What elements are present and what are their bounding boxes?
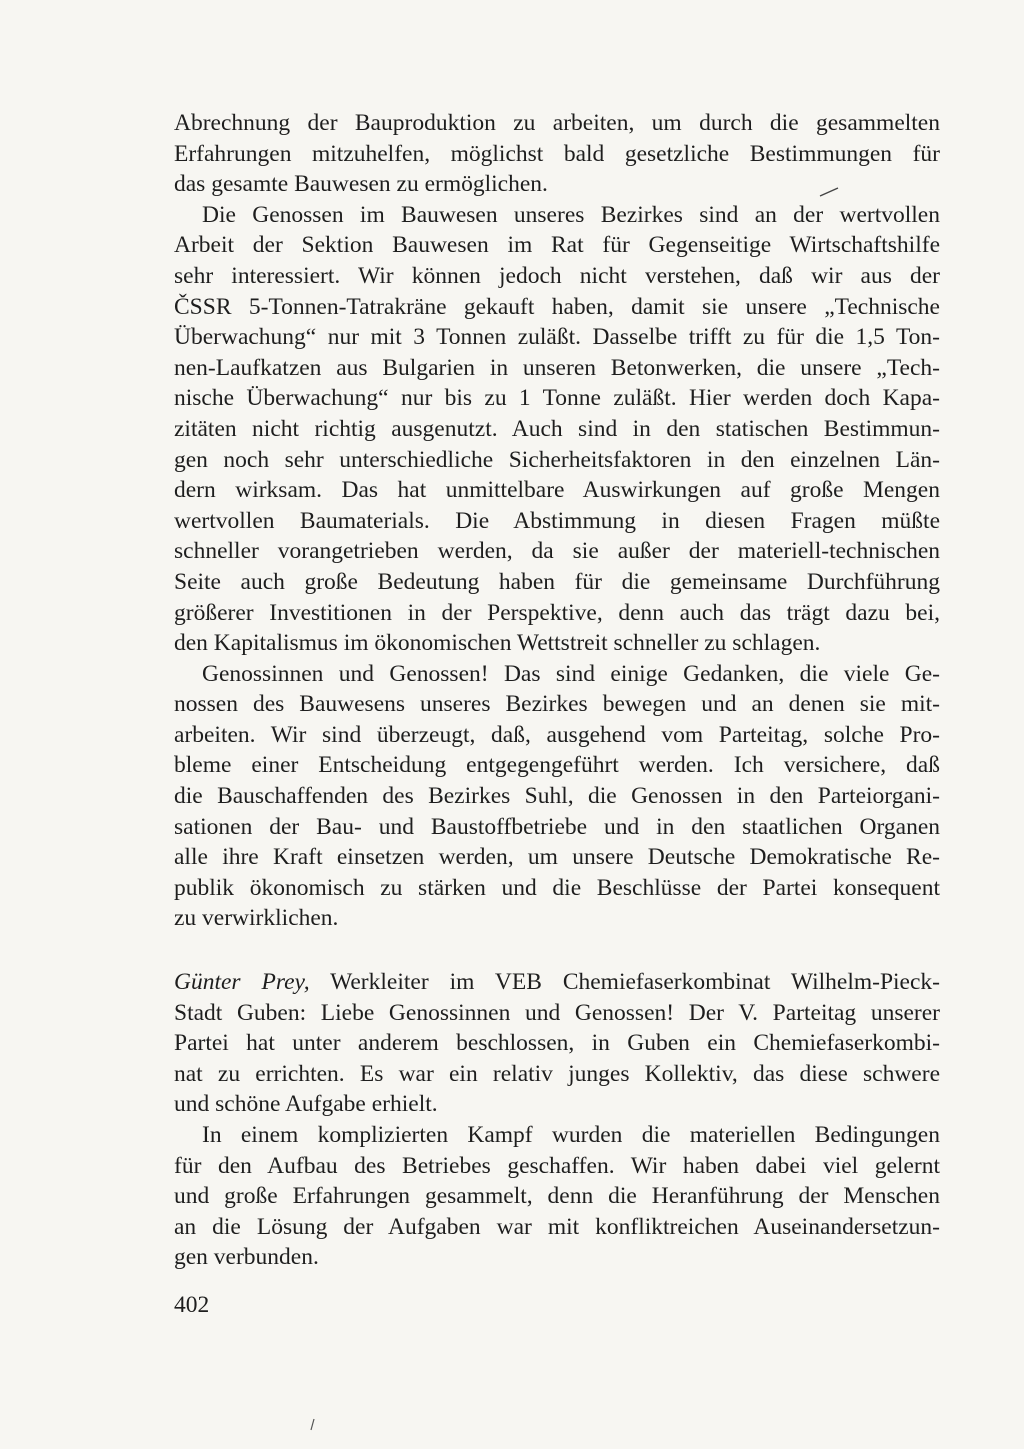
text-line: sehr interessiert. Wir können jedoch nicht verstehen, daß wir aus der (174, 262, 940, 289)
text-line (174, 967, 940, 998)
paragraph (174, 200, 940, 659)
paragraph (174, 659, 940, 934)
speaker-role: Werkleiter im VEB Chemiefaserkombinat Wilhelm-Pieck- (309, 969, 940, 996)
text-line: wertvollen Baumaterials. Die Abstimmung in diesen Fragen müßte (174, 507, 940, 534)
text-line: gen noch sehr unterschiedliche Sicherheitsfaktoren in den einzelnen Län- (174, 446, 940, 473)
text-line: für den Aufbau des Betriebes geschaffen. Wir haben dabei viel gelernt (174, 1152, 940, 1179)
text-line: Stadt Guben: Liebe Genossinnen und Genossen! Der V. Parteitag unserer (174, 999, 940, 1026)
text-line: sationen der Bau- und Baustoffbetriebe und in den staatlichen Organen (174, 813, 940, 840)
text-line: dern wirksam. Das hat unmittelbare Auswirkungen auf große Mengen (174, 477, 940, 504)
text-line: publik ökonomisch zu stärken und die Beschlüsse der Partei konsequent (174, 874, 940, 901)
text-line: ČSSR 5-Tonnen-Tatrakräne gekauft haben, damit sie unsere „Technische (174, 293, 940, 320)
text-line: Die Genossen im Bauwesen unseres Bezirkes sind an der wertvollen (202, 201, 940, 228)
text-line: und schöne Aufgabe erhielt. (174, 1091, 438, 1118)
text-line: gen verbunden. (174, 1244, 319, 1271)
text-line: zitäten nicht richtig ausgenutzt. Auch sind in den statischen Bestimmun- (174, 415, 940, 442)
scan-mark (308, 1418, 318, 1432)
text-line: an die Lösung der Aufgaben war mit konfliktreichen Auseinandersetzun- (174, 1213, 940, 1240)
scan-mark (818, 186, 840, 198)
text-line: In einem komplizierten Kampf wurden die materiellen Bedingungen (202, 1122, 940, 1148)
text-line: nen-Laufkatzen aus Bulgarien in unseren Betonwerken, die unsere „Tech- (174, 354, 940, 381)
section-gap (174, 934, 940, 967)
text-line: Arbeit der Sektion Bauwesen im Rat für Gegenseitige Wirtschaftshilfe (174, 232, 940, 259)
text-line: schneller vorangetrieben werden, da sie außer der materiell-technischen (174, 538, 940, 565)
text-line: Genossinnen und Genossen! Das sind einige Gedanken, die viele Ge- (202, 660, 940, 687)
page-body-text (174, 108, 940, 1273)
text-line: Abrechnung der Bauproduktion zu arbeiten, um durch die gesammelten (174, 110, 940, 136)
text-line: Erfahrungen mitzuhelfen, möglichst bald gesetzliche Bestimmungen für (174, 140, 940, 167)
text-line: und große Erfahrungen gesammelt, denn die Heranführung der Menschen (174, 1183, 940, 1210)
text-line: Überwachung“ nur mit 3 Tonnen zuläßt. Dasselbe trifft zu für die 1,5 Ton- (174, 324, 940, 351)
text-line: bleme einer Entscheidung entgegengeführt werden. Ich versichere, daß (174, 752, 940, 779)
text-line: nat zu errichten. Es war ein relativ junges Kollektiv, das diese schwere (174, 1060, 940, 1087)
text-line: nische Überwachung“ nur bis zu 1 Tonne zuläßt. Hier werden doch Kapa- (174, 385, 940, 412)
text-line: arbeiten. Wir sind überzeugt, daß, ausgehend vom Parteitag, solche Pro- (174, 721, 940, 748)
text-line: zu verwirklichen. (174, 905, 339, 932)
text-line: den Kapitalismus im ökonomischen Wettstreit schneller zu schlagen. (174, 630, 821, 657)
text-line: das gesamte Bauwesen zu ermöglichen. (174, 171, 548, 198)
text-line: Seite auch große Bedeutung haben für die gemeinsame Durchführung (174, 568, 940, 595)
text-line: Partei hat unter anderem beschlossen, in Guben ein Chemiefaserkombi- (174, 1030, 940, 1057)
speech-paragraph (174, 967, 940, 1120)
text-line: alle ihre Kraft einsetzen werden, um unsere Deutsche Demokratische Re- (174, 844, 940, 871)
paragraph (174, 1120, 940, 1273)
text-line: die Bauschaffenden des Bezirkes Suhl, die Genossen in den Parteiorgani- (174, 783, 940, 810)
speaker-name: Günter Prey, (174, 969, 310, 996)
text-line: nossen des Bauwesens unseres Bezirkes bewegen und an denen sie mit- (174, 691, 940, 718)
text-line: größerer Investitionen in der Perspektive, denn auch das trägt dazu bei, (174, 599, 940, 626)
page-number: 402 (174, 1292, 210, 1318)
